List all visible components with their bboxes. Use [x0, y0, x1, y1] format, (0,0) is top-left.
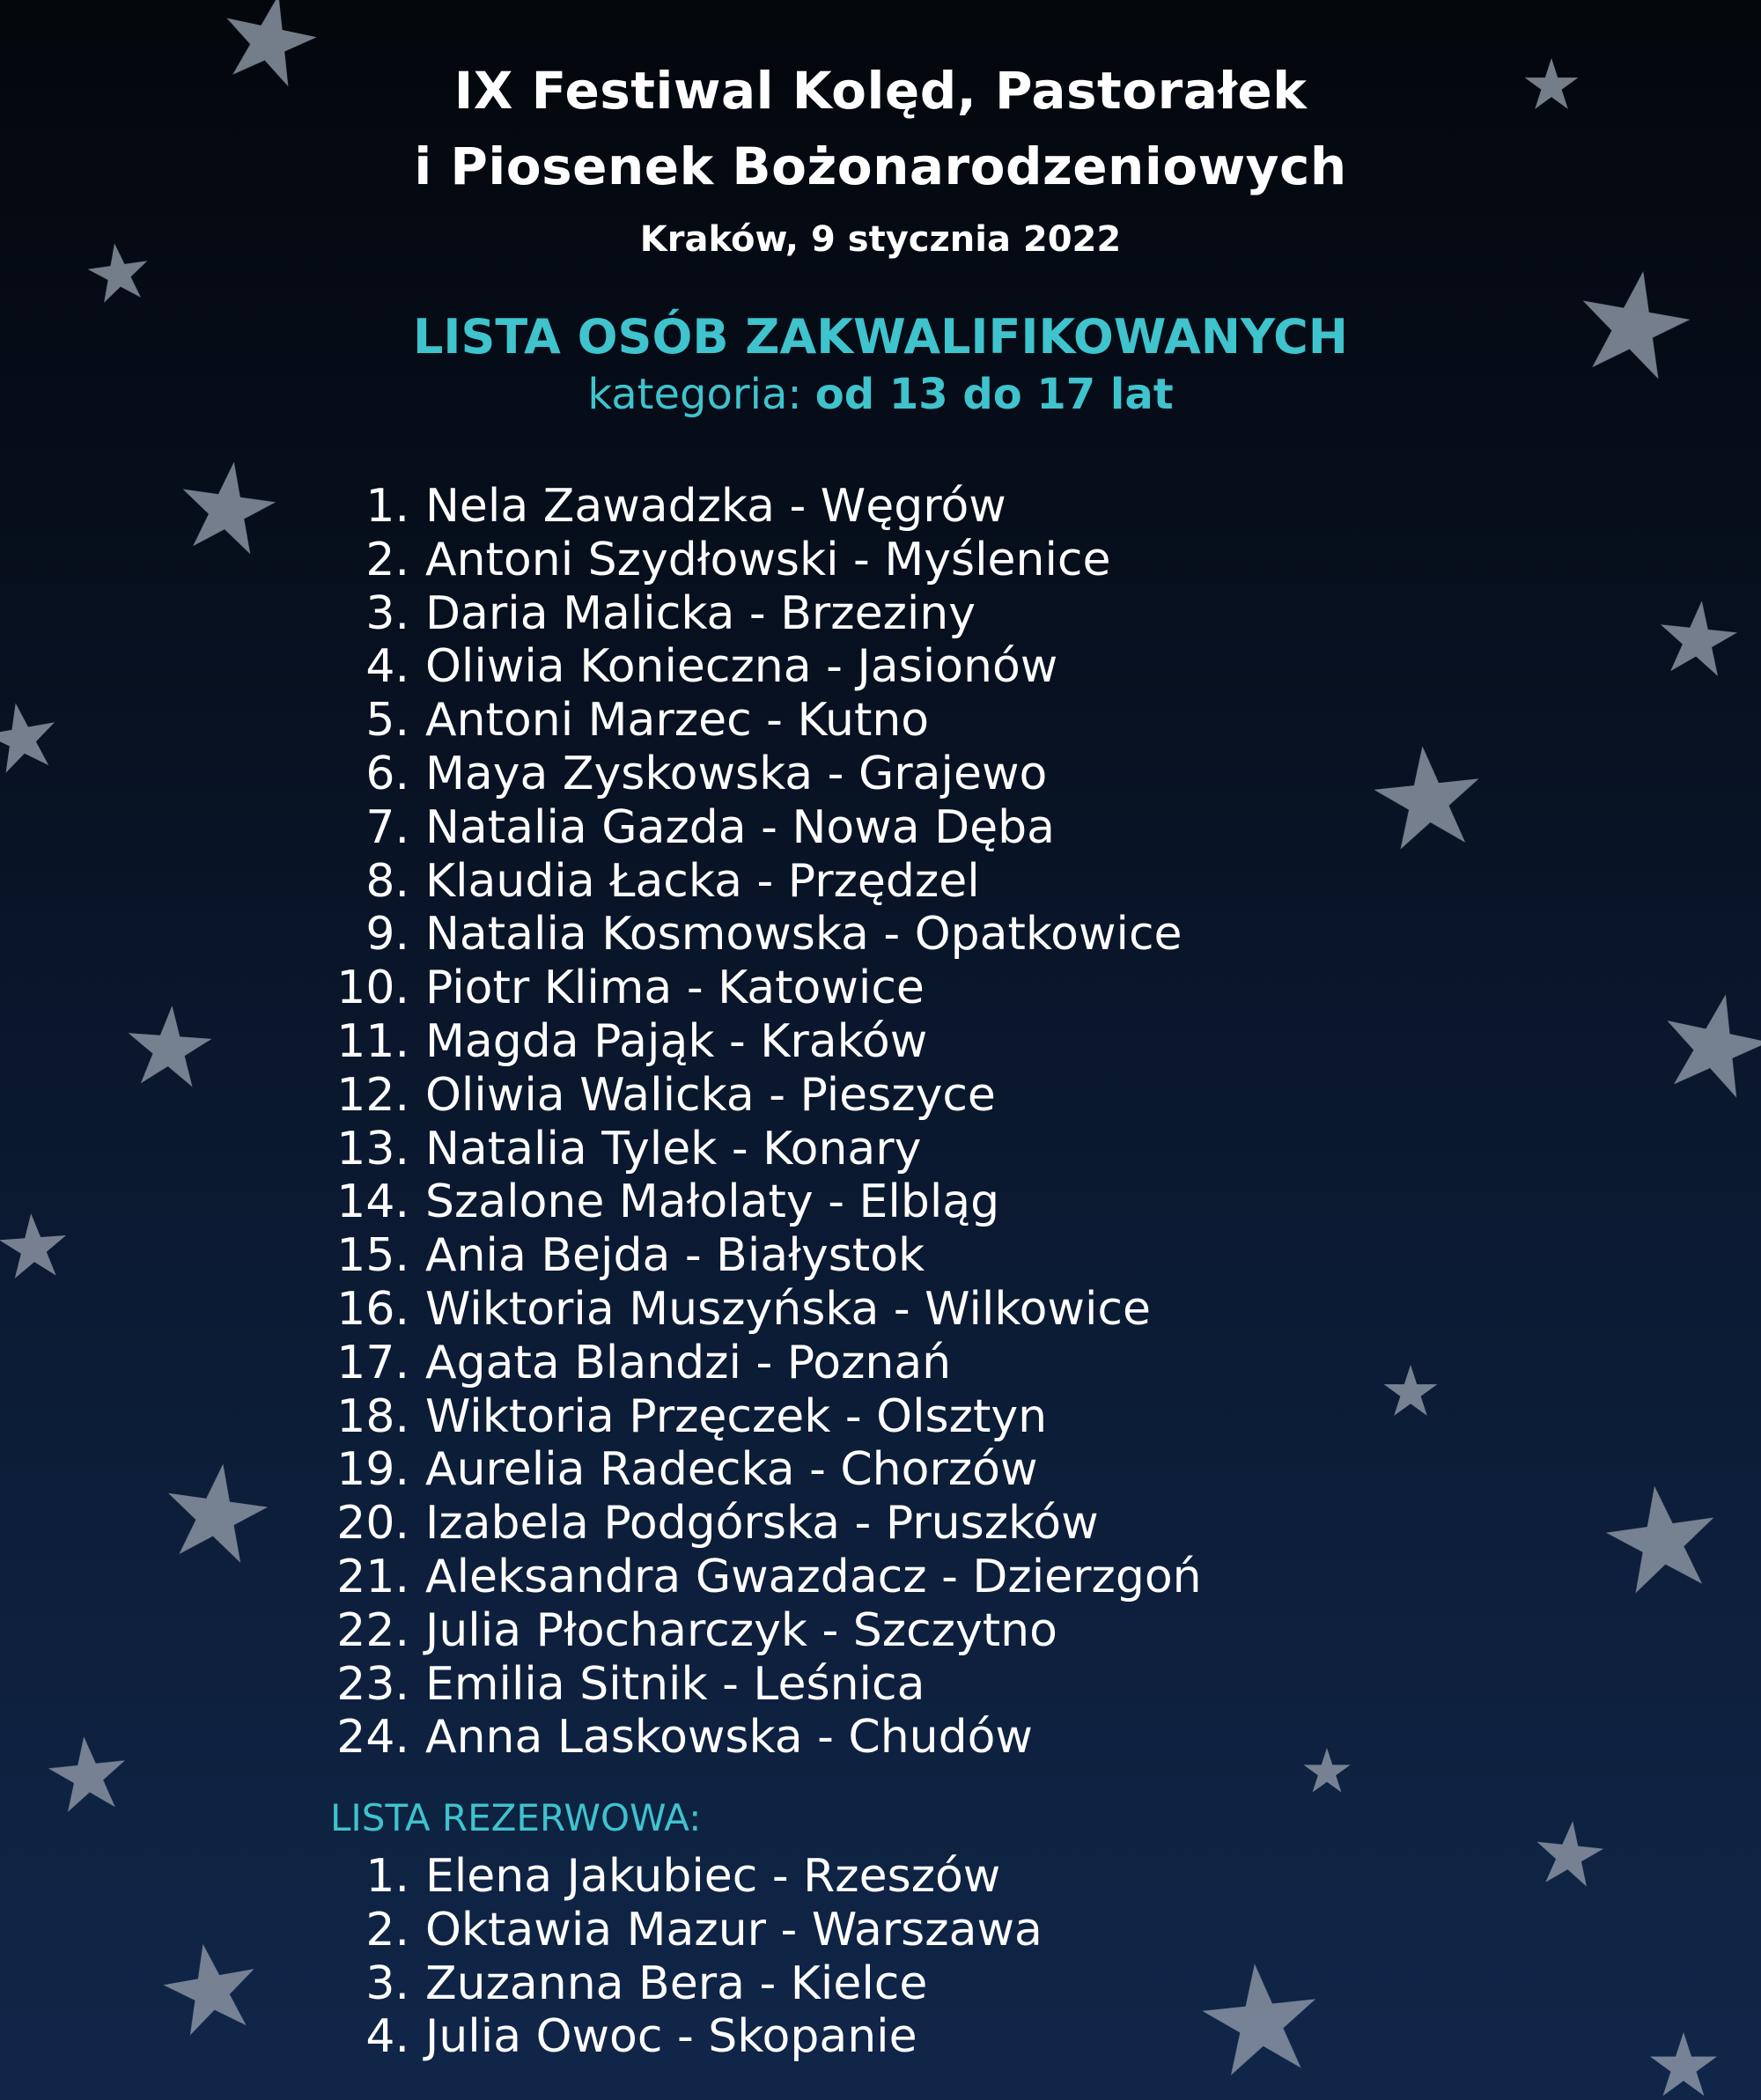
qualified-list-item	[0, 1175, 1761, 1229]
qualified-list-item	[0, 694, 1761, 748]
category-line	[0, 368, 1761, 421]
qualified-list-item	[0, 1604, 1761, 1658]
list-item-number: 9.	[365, 908, 409, 962]
list-item-text: Szalone Małolaty - Elbląg	[425, 1175, 1000, 1229]
qualified-list-item	[0, 1283, 1761, 1337]
qualified-list-item	[0, 1551, 1761, 1604]
category-value: od 13 do 17 lat	[814, 370, 1174, 419]
list-item-number: 3.	[365, 1956, 409, 2010]
list-item-number: 2.	[365, 533, 409, 586]
list-item-number: 13.	[336, 1122, 409, 1175]
list-item-number: 22.	[336, 1603, 409, 1657]
list-item-text: Emilia Sitnik - Leśnica	[425, 1657, 925, 1711]
qualified-list-item	[0, 1711, 1761, 1765]
list-item-text: Wiktoria Muszyńska - Wilkowice	[425, 1282, 1151, 1336]
list-item-number: 4.	[365, 2010, 409, 2064]
list-item-number: 16.	[336, 1282, 409, 1336]
list-item-number: 20.	[336, 1497, 409, 1551]
list-item-text: Julia Płocharczyk - Szczytno	[425, 1603, 1057, 1657]
reserve-list-item	[0, 1957, 1761, 2011]
list-item-text: Natalia Gazda - Nowa Dęba	[425, 800, 1055, 854]
reserve-list	[0, 1850, 1761, 2064]
qualified-list-item	[0, 962, 1761, 1015]
reserve-list-item	[0, 1850, 1761, 1904]
poster-header	[0, 53, 1761, 421]
list-item-text: Oliwia Konieczna - Jasionów	[425, 640, 1058, 694]
qualified-list-item	[0, 1443, 1761, 1497]
list-item-text: Natalia Tylek - Konary	[425, 1122, 922, 1175]
qualified-list-item	[0, 801, 1761, 855]
list-item-number: 24.	[336, 1711, 409, 1765]
list-item-number: 18.	[336, 1389, 409, 1443]
list-item-text: Aurelia Radecka - Chorzów	[425, 1443, 1038, 1497]
list-item-text: Ania Bejda - Białystok	[425, 1229, 925, 1283]
qualified-list-item	[0, 748, 1761, 801]
list-item-number: 19.	[336, 1443, 409, 1497]
list-item-text: Antoni Marzec - Kutno	[425, 694, 930, 748]
list-item-text: Daria Malicka - Brzeziny	[425, 586, 976, 640]
list-item-number: 3.	[365, 586, 409, 640]
list-item-text: Maya Zyskowska - Grajewo	[425, 747, 1048, 800]
list-item-number: 5.	[365, 694, 409, 748]
reserve-list-item	[0, 1904, 1761, 1957]
list-item-text: Oliwia Walicka - Pieszyce	[425, 1068, 996, 1122]
qualified-list-item	[0, 1229, 1761, 1283]
qualified-list-item	[0, 1390, 1761, 1444]
reserve-list-heading: LISTA REZERWOWA:	[330, 1796, 702, 1839]
list-item-text: Anna Laskowska - Chudów	[425, 1711, 1033, 1765]
list-item-number: 4.	[365, 640, 409, 694]
list-item-number: 7.	[365, 800, 409, 854]
qualified-list-heading: LISTA OSÓB ZAKWALIFIKOWANYCH	[413, 309, 1348, 365]
qualified-list-item	[0, 1069, 1761, 1123]
list-item-number: 12.	[336, 1068, 409, 1122]
list-item-number: 17.	[336, 1336, 409, 1389]
list-item-text: Klaudia Łacka - Przędzel	[425, 854, 980, 908]
qualified-list-item	[0, 640, 1761, 694]
list-item-text: Nela Zawadzka - Węgrów	[425, 480, 1006, 533]
reserve-list-item	[0, 2010, 1761, 2064]
festival-title-line-2: i Piosenek Bożonarodzeniowych	[414, 136, 1347, 196]
list-item-number: 11.	[336, 1014, 409, 1068]
list-item-text: Izabela Podgórska - Pruszków	[425, 1497, 1099, 1551]
list-item-number: 21.	[336, 1550, 409, 1603]
list-item-number: 15.	[336, 1229, 409, 1283]
list-item-text: Oktawia Mazur - Warszawa	[425, 1903, 1043, 1956]
list-item-text: Natalia Kosmowska - Opatkowice	[425, 908, 1183, 962]
qualified-list-item	[0, 1337, 1761, 1390]
qualified-list-item	[0, 1123, 1761, 1176]
qualified-list-item	[0, 534, 1761, 587]
qualified-list-item	[0, 587, 1761, 641]
list-item-number: 14.	[336, 1175, 409, 1229]
qualified-list-item	[0, 1015, 1761, 1069]
list-item-number: 1.	[365, 480, 409, 533]
list-item-text: Piotr Klima - Katowice	[425, 962, 925, 1015]
qualified-list-item	[0, 1658, 1761, 1712]
festival-title-line-1: IX Festiwal Kolęd, Pastorałek	[453, 61, 1308, 121]
list-item-number: 2.	[365, 1903, 409, 1956]
qualified-list-item	[0, 1497, 1761, 1551]
list-item-text: Antoni Szydłowski - Myślenice	[425, 533, 1111, 586]
qualified-list-item	[0, 855, 1761, 909]
qualified-list	[0, 480, 1761, 1765]
list-item-number: 6.	[365, 747, 409, 800]
list-item-number: 8.	[365, 854, 409, 908]
list-item-number: 10.	[336, 962, 409, 1015]
list-item-text: Zuzanna Bera - Kielce	[425, 1956, 928, 2010]
list-item-text: Julia Owoc - Skopanie	[425, 2010, 917, 2064]
category-label: kategoria:	[587, 370, 815, 419]
list-item-text: Magda Pająk - Kraków	[425, 1014, 928, 1068]
list-item-text: Aleksandra Gwazdacz - Dzierzgoń	[425, 1550, 1202, 1603]
list-item-text: Agata Blandzi - Poznań	[425, 1336, 952, 1389]
list-item-text: Elena Jakubiec - Rzeszów	[425, 1850, 1001, 1903]
qualified-list-item	[0, 908, 1761, 962]
event-date-location: Kraków, 9 stycznia 2022	[639, 219, 1122, 260]
list-item-number: 1.	[365, 1850, 409, 1903]
list-item-text: Wiktoria Przęczek - Olsztyn	[425, 1389, 1048, 1443]
list-item-number: 23.	[336, 1657, 409, 1711]
qualified-list-item	[0, 480, 1761, 534]
